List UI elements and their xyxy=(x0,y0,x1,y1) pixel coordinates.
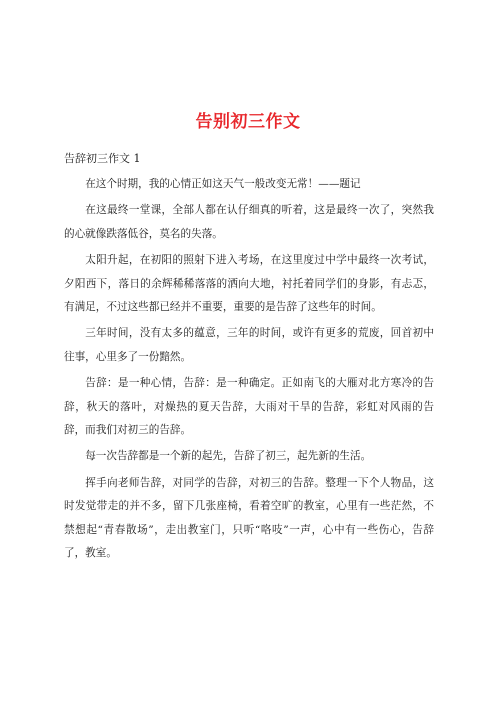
paragraph: 挥手向老师告辞，对同学的告辞，对初三的告辞。整理一下个人物品，这时发觉带走的并不多，留下几张座椅，看着空旷的教室，心里有一些茫然，不禁想起“青春散场”，走出教室门，只听“咯吱”一声，心中有一些伤心，告辞了，教室。 xyxy=(64,476,434,560)
paragraph: 在这个时期，我的心情正如这天气一般改变无常！——题记 xyxy=(85,178,361,190)
document-title: 告别初三作文 xyxy=(195,112,301,132)
document-body xyxy=(64,173,434,569)
section-heading: 告辞初三作文 1 xyxy=(64,152,141,165)
paragraph: 三年时间，没有太多的蕴意，三年的时间，或许有更多的荒废，回首初中往事，心里多了一份黯然。 xyxy=(64,327,434,363)
paragraph: 每一次告辞都是一个新的起先，告辞了初三，起先新的生活。 xyxy=(85,450,372,463)
paragraph: 告辞：是一种心情，告辞：是一种确定。正如南飞的大雁对北方寒冷的告辞，秋天的落叶，对燥热的夏天告辞，大雨对干旱的告辞，彩虹对风雨的告辞，而我们对初三的告辞。 xyxy=(64,377,434,437)
paragraph: 太阳升起，在初阳的照射下进入考场，在这里度过中学中最终一次考试，夕阳西下，落日的余辉稀稀落落的洒向大地，衬托着同学们的身影，有忐忑，有满足，不过这些都已经并不重要，重要的是告辞了这些年的时间。 xyxy=(64,254,434,314)
paragraph: 在这最终一堂课，全部人都在认仔细真的听着，这是最终一次了，突然我的心就像跌落低谷，莫名的失落。 xyxy=(64,204,434,240)
